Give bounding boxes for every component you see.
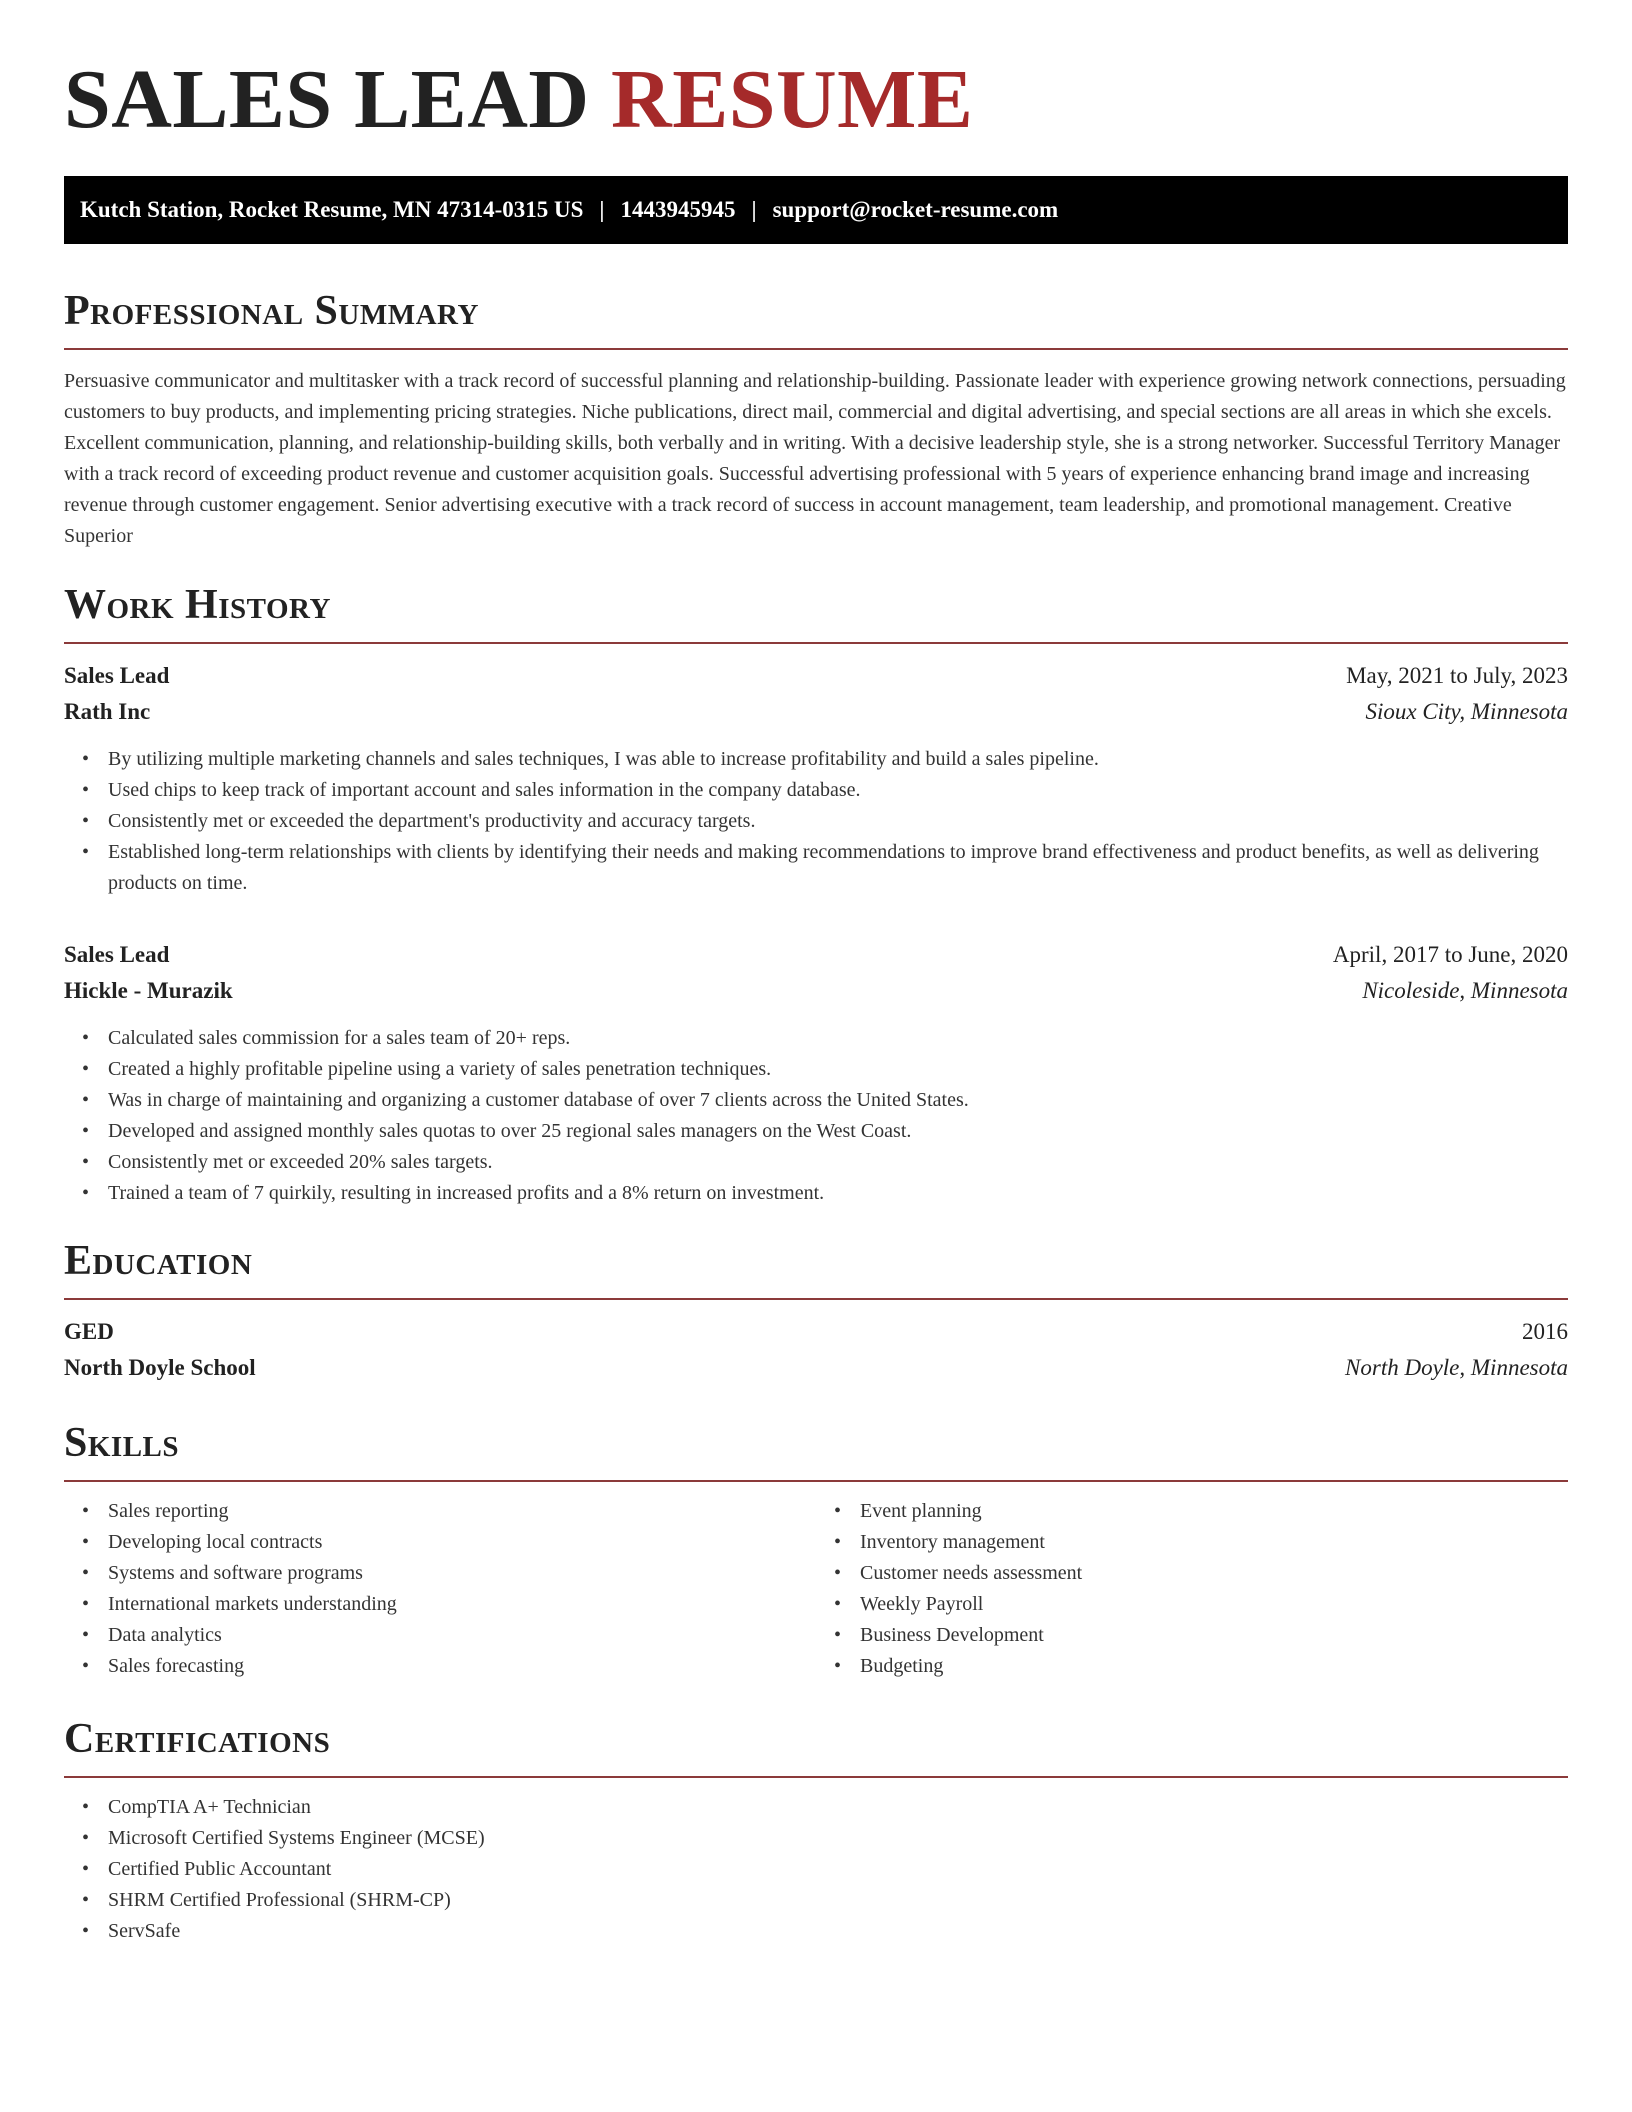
list-item: • Calculated sales commission for a sales team of 20+ reps. bbox=[108, 1023, 1568, 1054]
job-head bbox=[64, 658, 1568, 694]
job-bullets bbox=[64, 1023, 1568, 1209]
list-item: • Budgeting bbox=[860, 1651, 1568, 1682]
list-item: • Consistently met or exceeded the department's productivity and accuracy targets. bbox=[108, 806, 1568, 837]
contact-separator: | bbox=[751, 197, 757, 222]
education-subhead bbox=[64, 1350, 1568, 1386]
job-bullets bbox=[64, 744, 1568, 899]
contact-email: support@rocket-resume.com bbox=[772, 197, 1059, 222]
contact-address: Kutch Station, Rocket Resume, MN 47314-0315 US bbox=[80, 197, 584, 222]
list-item: • Data analytics bbox=[108, 1620, 816, 1651]
list-item: • Inventory management bbox=[860, 1527, 1568, 1558]
job-company: Hickle - Murazik bbox=[64, 978, 233, 1003]
title-main: SALES LEAD bbox=[64, 53, 590, 146]
job-title: Sales Lead bbox=[64, 942, 170, 967]
list-item: • Business Development bbox=[860, 1620, 1568, 1651]
list-item: • Weekly Payroll bbox=[860, 1589, 1568, 1620]
list-item: • Customer needs assessment bbox=[860, 1558, 1568, 1589]
job-subhead bbox=[64, 694, 1568, 730]
list-item: • Sales forecasting bbox=[108, 1651, 816, 1682]
list-item: • Developing local contracts bbox=[108, 1527, 816, 1558]
list-item: • Certified Public Accountant bbox=[108, 1854, 1568, 1885]
list-item: • Established long-term relationships with clients by identifying their needs and making recommendations to improve brand effectiveness and product benefits, as well as delivering products on time. bbox=[108, 837, 1568, 899]
contact-bar bbox=[64, 176, 1568, 244]
skills-section bbox=[64, 1422, 1568, 1682]
job-head bbox=[64, 937, 1568, 973]
list-item: • Systems and software programs bbox=[108, 1558, 816, 1589]
education-year: 2016 bbox=[1522, 1319, 1568, 1344]
skills-list-right bbox=[816, 1496, 1568, 1682]
education-entry bbox=[64, 1314, 1568, 1386]
section-heading-education: Education bbox=[64, 1240, 1568, 1300]
list-item: • Used chips to keep track of important account and sales information in the company database. bbox=[108, 775, 1568, 806]
job-subhead bbox=[64, 973, 1568, 1009]
list-item: • Created a highly profitable pipeline using a variety of sales penetration techniques. bbox=[108, 1054, 1568, 1085]
list-item: • Event planning bbox=[860, 1496, 1568, 1527]
job-dates: April, 2017 to June, 2020 bbox=[1332, 942, 1568, 967]
education-section bbox=[64, 1240, 1568, 1386]
list-item: • Consistently met or exceeded 20% sales targets. bbox=[108, 1147, 1568, 1178]
job-location: Sioux City, Minnesota bbox=[1365, 699, 1568, 724]
skills-list-left bbox=[64, 1496, 816, 1682]
job-location: Nicoleside, Minnesota bbox=[1362, 978, 1568, 1003]
list-item: • Microsoft Certified Systems Engineer (MCSE) bbox=[108, 1823, 1568, 1854]
education-location: North Doyle, Minnesota bbox=[1345, 1355, 1568, 1380]
section-heading-work: Work History bbox=[64, 584, 1568, 644]
certifications-section bbox=[64, 1718, 1568, 1947]
list-item: • SHRM Certified Professional (SHRM-CP) bbox=[108, 1885, 1568, 1916]
section-heading-certifications: Certifications bbox=[64, 1718, 1568, 1778]
section-heading-summary: Professional Summary bbox=[64, 290, 1568, 350]
list-item: • CompTIA A+ Technician bbox=[108, 1792, 1568, 1823]
list-item: • Developed and assigned monthly sales quotas to over 25 regional sales managers on the West Coast. bbox=[108, 1116, 1568, 1147]
summary-text: Persuasive communicator and multitasker with a track record of successful planning and relationship-building. Passionate leader with experience growing network connections, persuading customers to buy products, and implementing pricing strategies. Niche publications, direct mail, commercial and digital advertising, and special sections are all areas in which she excels. Excellent communication, planning, and relationship-building skills, both verbally and in writing. With a decisive leadership style, she is a strong networker. Successful Territory Manager with a track record of exceeding product revenue and customer acquisition goals. Successful advertising professional with 5 years of experience enhancing brand image and increasing revenue through customer engagement. Senior advertising executive with a track record of success in account management, team leadership, and promotional management. Creative Superior bbox=[64, 370, 1566, 547]
job-dates: May, 2021 to July, 2023 bbox=[1346, 663, 1568, 688]
list-item: • Sales reporting bbox=[108, 1496, 816, 1527]
summary-section bbox=[64, 290, 1568, 552]
list-item: • By utilizing multiple marketing channels and sales techniques, I was able to increase profitability and build a sales pipeline. bbox=[108, 744, 1568, 775]
work-history-section bbox=[64, 584, 1568, 1209]
list-item: • Was in charge of maintaining and organizing a customer database of over 7 clients across the United States. bbox=[108, 1085, 1568, 1116]
contact-phone: 1443945945 bbox=[620, 197, 736, 222]
list-item: • International markets understanding bbox=[108, 1589, 816, 1620]
contact-separator: | bbox=[599, 197, 605, 222]
section-heading-skills: Skills bbox=[64, 1422, 1568, 1482]
resume-title bbox=[64, 53, 974, 146]
education-degree: GED bbox=[64, 1319, 114, 1344]
job-company: Rath Inc bbox=[64, 699, 151, 724]
job-entry bbox=[64, 658, 1568, 899]
list-item: • ServSafe bbox=[108, 1916, 1568, 1947]
title-accent: RESUME bbox=[611, 53, 974, 146]
skills-columns bbox=[64, 1496, 1568, 1682]
job-title: Sales Lead bbox=[64, 663, 170, 688]
education-head bbox=[64, 1314, 1568, 1350]
education-school: North Doyle School bbox=[64, 1355, 256, 1380]
certifications-list bbox=[64, 1792, 1568, 1947]
job-entry bbox=[64, 937, 1568, 1209]
list-item: • Trained a team of 7 quirkily, resulting in increased profits and a 8% return on investment. bbox=[108, 1178, 1568, 1209]
